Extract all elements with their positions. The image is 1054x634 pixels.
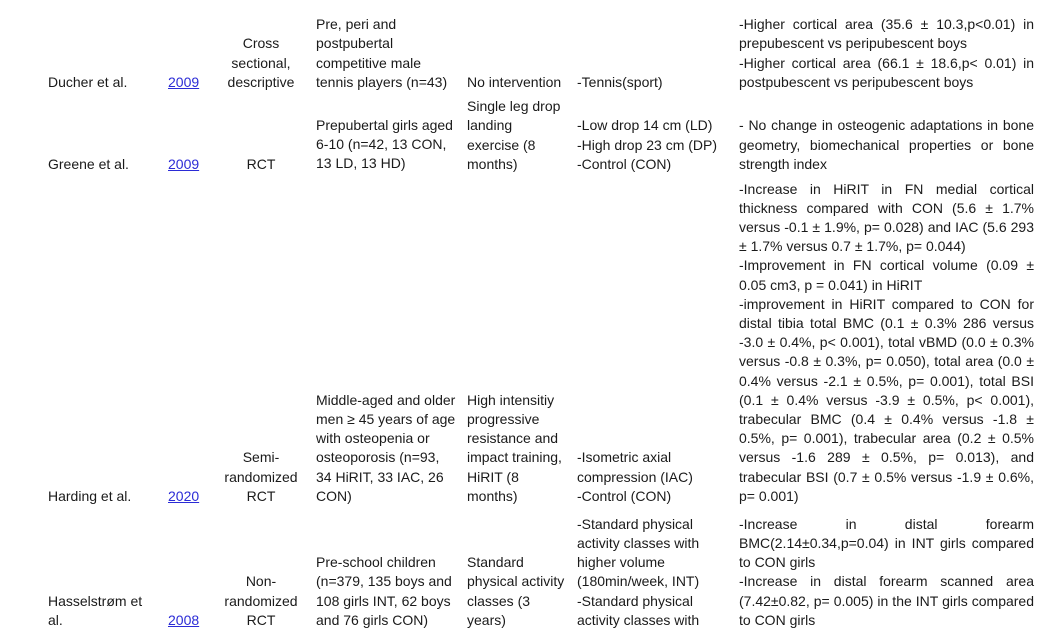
comparison-cell: -Tennis(sport) bbox=[577, 73, 663, 90]
intervention-cell: Single leg drop landing exercise (8 months) bbox=[467, 98, 561, 172]
intervention-cell: Standard physical activity classes (3 years) bbox=[467, 554, 565, 628]
year-link[interactable]: 2020 bbox=[168, 487, 200, 504]
design-cell: Semi- randomized RCT bbox=[224, 449, 298, 504]
author-cell: Ducher et al. bbox=[48, 73, 128, 90]
intervention-cell: No intervention bbox=[467, 73, 562, 90]
design-cell: Non- randomized RCT bbox=[224, 573, 298, 628]
year-link[interactable]: 2009 bbox=[168, 155, 200, 172]
table-row bbox=[0, 512, 1054, 630]
table-row bbox=[0, 14, 1054, 92]
population-cell: Middle-aged and older men ≥ 45 years of age with osteopenia or osteoporosis (n=93, 34 HiRIT, 33 IAC, 26 CON) bbox=[316, 391, 456, 504]
outcome-cell: -Increase in distal forearm BMC(2.14±0.34,p=0.04) in INT girls compared to CON girls -Increase in distal forearm scanned area (7.42±0.82, p= 0.005) in the INT girls compared to CON girls bbox=[739, 515, 1034, 628]
comparison-cell: -Standard physical activity classes with higher volume (180min/week, INT) -Standard physical activity classes with bbox=[577, 515, 700, 628]
design-cell: Cross sectional, descriptive bbox=[227, 35, 295, 90]
comparison-cell: -Low drop 14 cm (LD) -High drop 23 cm (DP) -Control (CON) bbox=[577, 117, 718, 172]
outcome-cell: -Increase in HiRIT in FN medial cortical thickness compared with CON (5.6 ± 1.7% versus -0.1 ± 1.9%, p= 0.028) and IAC (5.6 293 ± 1.7% versus 0.7 ± 1.7%, p= 0.044) -Improvement in FN cortical volume (0.09 ± 0.05 cm3, p = 0.041) in HiRIT -improvement in HiRIT compared to CON for distal tibia total BMC (0.1 ± 0.3% 286 versus -3.0 ± 0.4%, p< 0.001), total vBMD (0.0 ± 0.3% versus -0.8 ± 0.3%, p= 0.050), total area (0.0 ± 0.4% versus -2.1 ± 0.5%, p= 0.001), total BSI (0.1 ± 0.4% versus -3.9 ± 0.5%, p< 0.001), trabecular BMC (0.4 ± 0.4% versus -1.8 ± 0.5%, p= 0.001), trabecular area (0.2 ± 0.5% versus -1.6 289 ± 0.5%, p= 0.013), and trabecular BSI (0.7 ± 0.5% versus -1.9 ± 0.6%, p= 0.001) bbox=[739, 180, 1034, 504]
author-cell: Greene et al. bbox=[48, 155, 129, 172]
outcome-cell: - No change in osteogenic adaptations in bone geometry, biomechanical properties or bone strength index bbox=[739, 117, 1034, 172]
outcome-cell: -Higher cortical area (35.6 ± 10.3,p<0.01) in prepubescent vs peripubescent boys -Higher cortical area (66.1 ± 18.6,p< 0.01) in postpubescent vs peripubescent boys bbox=[739, 16, 1034, 90]
design-cell: RCT bbox=[246, 155, 276, 172]
table-row bbox=[0, 96, 1054, 174]
population-cell: Pre-school children (n=379, 135 boys and 108 girls INT, 62 boys and 76 girls CON) bbox=[316, 554, 452, 628]
comparison-cell: -Isometric axial compression (IAC) -Control (CON) bbox=[577, 449, 693, 504]
intervention-cell: High intensitiy progressive resistance and impact training, HiRIT (8 months) bbox=[467, 391, 562, 504]
author-cell: Hasselstrøm et al. bbox=[48, 592, 143, 628]
population-cell: Prepubertal girls aged 6-10 (n=42, 13 CON, 13 LD, 13 HD) bbox=[316, 117, 453, 172]
population-cell: Pre, peri and postpubertal competitive male tennis players (n=43) bbox=[316, 16, 448, 90]
year-link[interactable]: 2008 bbox=[168, 611, 200, 628]
year-link[interactable]: 2009 bbox=[168, 73, 200, 90]
table-row bbox=[0, 180, 1054, 506]
author-cell: Harding et al. bbox=[48, 487, 132, 504]
